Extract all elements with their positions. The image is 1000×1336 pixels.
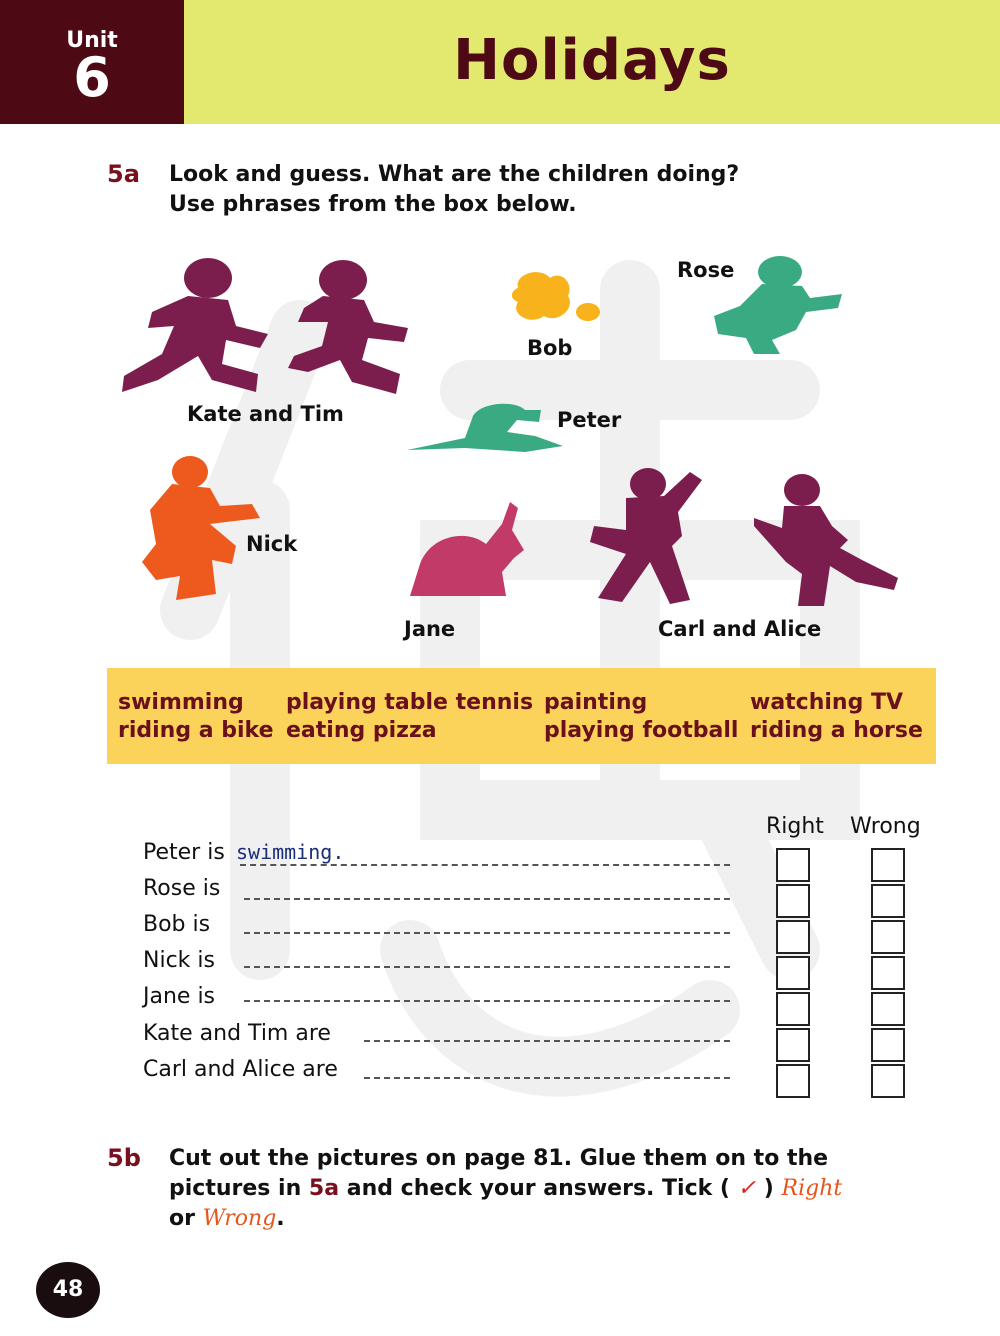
phrase-box <box>107 668 936 764</box>
sample-answer: swimming. <box>236 840 345 864</box>
page-title: Holidays <box>453 28 731 93</box>
figure-label: Bob <box>527 336 573 360</box>
answer-prompt: Kate and Tim are <box>143 1021 331 1046</box>
right-checkbox[interactable] <box>776 1064 810 1098</box>
phrase: eating pizza <box>286 718 437 743</box>
phrase: painting <box>544 690 648 715</box>
right-word: Right <box>781 1176 843 1201</box>
figure-label: Jane <box>404 617 456 641</box>
answer-line[interactable] <box>240 864 730 866</box>
figure-label: Peter <box>557 408 622 432</box>
right-checkbox[interactable] <box>776 920 810 954</box>
instruction-text: ) <box>763 1176 774 1201</box>
peter-silhouette <box>405 402 565 454</box>
instruction-line <box>169 1174 842 1204</box>
wrong-checkbox[interactable] <box>871 848 905 882</box>
answer-prompt: Rose is <box>143 876 221 901</box>
instruction-text: . <box>276 1206 285 1231</box>
wrong-checkbox[interactable] <box>871 884 905 918</box>
instruction-line: Cut out the pictures on page 81. Glue them on to the <box>169 1146 829 1171</box>
answer-line[interactable] <box>244 966 730 968</box>
tick-mark: ✓ <box>737 1176 757 1201</box>
exercise-instructions-5a <box>169 160 739 220</box>
exercise-number-5b: 5b <box>107 1144 141 1172</box>
right-column-header: Right <box>766 814 824 839</box>
right-checkbox[interactable] <box>776 1028 810 1062</box>
bob-silhouette <box>510 268 602 326</box>
unit-label: Unit <box>66 28 118 53</box>
answer-line[interactable] <box>244 1000 730 1002</box>
wrong-checkbox[interactable] <box>871 1064 905 1098</box>
answer-prompt: Peter is <box>143 840 225 865</box>
phrase: riding a bike <box>118 718 274 743</box>
answer-prompt: Carl and Alice are <box>143 1057 338 1082</box>
wrong-checkbox[interactable] <box>871 956 905 990</box>
answer-line[interactable] <box>244 932 730 934</box>
phrase: playing table tennis <box>286 690 534 715</box>
nick-silhouette <box>140 454 264 602</box>
wrong-checkbox[interactable] <box>871 920 905 954</box>
exercise-number-5a: 5a <box>107 160 140 188</box>
unit-number: 6 <box>73 46 111 109</box>
wrong-checkbox[interactable] <box>871 1028 905 1062</box>
answer-prompt: Bob is <box>143 912 211 937</box>
phrase: riding a horse <box>750 718 923 743</box>
page-number: 48 <box>36 1262 100 1318</box>
instruction-line: Look and guess. What are the children doing? <box>169 162 740 187</box>
right-checkbox[interactable] <box>776 992 810 1026</box>
figure-label: Nick <box>246 532 298 556</box>
carl-alice-silhouette <box>586 466 902 608</box>
instruction-text: or <box>169 1206 195 1231</box>
exercise-instructions-5b <box>169 1144 842 1234</box>
kate-tim-silhouette <box>118 256 418 402</box>
answer-line[interactable] <box>364 1040 730 1042</box>
phrase: playing football <box>544 718 739 743</box>
wrong-word: Wrong <box>202 1206 277 1231</box>
answer-line[interactable] <box>244 898 730 900</box>
exercise-reference: 5a <box>308 1176 340 1201</box>
instruction-text: pictures in <box>169 1176 302 1201</box>
phrase: swimming <box>118 690 244 715</box>
jane-silhouette <box>406 500 530 602</box>
phrase: watching TV <box>750 690 904 715</box>
wrong-checkbox[interactable] <box>871 992 905 1026</box>
figure-label: Carl and Alice <box>658 617 822 641</box>
figure-label: Kate and Tim <box>187 402 344 426</box>
answer-prompt: Jane is <box>143 984 216 1009</box>
figure-label: Rose <box>677 258 735 282</box>
instruction-line: Use phrases from the box below. <box>169 192 577 217</box>
right-checkbox[interactable] <box>776 956 810 990</box>
right-checkbox[interactable] <box>776 848 810 882</box>
answer-line[interactable] <box>364 1077 730 1079</box>
instruction-text: and check your answers. Tick ( <box>346 1176 730 1201</box>
right-checkbox[interactable] <box>776 884 810 918</box>
wrong-column-header: Wrong <box>850 814 921 839</box>
unit-badge <box>0 0 184 124</box>
rose-silhouette <box>710 254 846 358</box>
answer-prompt: Nick is <box>143 948 215 973</box>
instruction-line <box>169 1204 842 1234</box>
title-bar <box>184 0 1000 124</box>
